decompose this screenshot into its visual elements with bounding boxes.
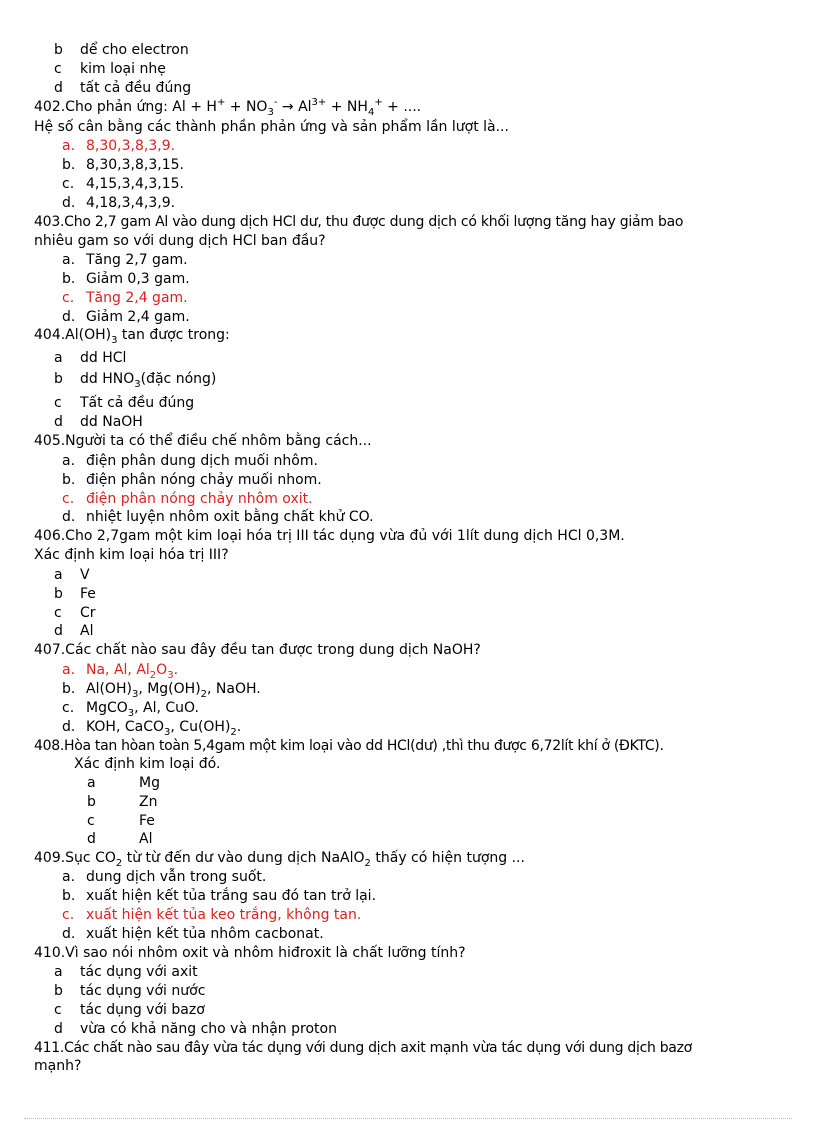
q403-option-a: a. Tăng 2,7 gam.: [62, 252, 188, 268]
q406-stem: 406.Cho 2,7gam một kim loại hóa trị III tác dụng vừa đủ với 1lít dung dịch HCl 0,3M.: [34, 528, 625, 544]
q401-option-d: [54, 79, 191, 97]
q408-stem: 408.Hòa tan hòan toàn 5,4gam một kim loại vào dd HCl(dư) ,thì thu được 6,72lít khí ở (ĐKTC).: [34, 738, 664, 754]
q408-option-b: b Zn: [87, 794, 158, 810]
question-number: 403.: [34, 214, 65, 230]
option-key: b: [54, 42, 63, 58]
q406-option-b: b Fe: [54, 586, 96, 602]
q404-option-d: d dd NaOH: [54, 414, 143, 430]
q404-option-b: b dd $HNO_3(đặc$ nóng): [54, 371, 217, 390]
q402-option-c: c. 4,15,3,4,3,15.: [62, 176, 184, 192]
q408-stem-line2: Xác định kim loại đó.: [74, 756, 221, 772]
q410-option-c: c tác dụng với bazơ: [54, 1002, 205, 1018]
q406-stem-line2: Xác định kim loại hóa trị III?: [34, 547, 229, 563]
q409-option-b: b. xuất hiện kết tủa trắng sau đó tan trở lại.: [62, 888, 377, 904]
q411-stem: 411.Các chất nào sau đây vừa tác dụng với dung dịch axit mạnh vừa tác dụng với dung dịch bazơ: [34, 1040, 692, 1056]
q407-option-a-correct: a. Na, Al, $Al_2O_3$.: [62, 662, 179, 681]
option-text: kim loại nhẹ: [80, 61, 166, 77]
q402-option-d: d. 4,18,3,4,3,9.: [62, 195, 176, 211]
q407-option-c: c. MgCO$_3$, Al, CuO.: [62, 700, 199, 719]
q403-option-b: b. Giảm 0,3 gam.: [62, 271, 190, 287]
q403-option-d: d. Giảm 2,4 gam.: [62, 309, 190, 325]
question-number: 410.: [34, 945, 66, 961]
question-number: 406.: [34, 528, 66, 544]
q410-stem: 410.Vì sao nói nhôm oxit và nhôm hiđroxit là chất lưỡng tính?: [34, 945, 466, 961]
q405-stem: 405.Người ta có thể điều chế nhôm bằng cách...: [34, 433, 372, 449]
q409-option-d: d. xuất hiện kết tủa nhôm cacbonat.: [62, 926, 324, 942]
q403-stem-line2: nhiêu gam so với dung dịch HCl ban đầu?: [34, 233, 326, 249]
q409-option-c-correct: c. xuất hiện kết tủa keo trắng, không tan.: [62, 907, 362, 923]
question-number: 409.: [34, 850, 66, 866]
option-text: tất cả đều đúng: [80, 80, 192, 96]
q406-option-d: d Al: [54, 623, 94, 639]
option-key: d: [54, 80, 63, 96]
q408-option-d: d Al: [87, 831, 153, 847]
q402-stem-line2: Hệ số cân bằng các thành phần phản ứng và sản phẩm lần lượt là...: [34, 119, 509, 135]
q408-option-a: a Mg: [87, 775, 160, 791]
q407-stem: 407.Các chất nào sau đây đều tan được trong dung dịch NaOH?: [34, 642, 481, 658]
question-number: 402.: [34, 99, 66, 115]
q409-stem: 409.Sục $CO_2$ từ từ đến dư vào dung dịch NaAlO$_2$ thấy có hiện tượng ...: [34, 850, 525, 869]
question-number: 408.: [34, 738, 64, 754]
option-key: c: [54, 61, 62, 77]
q410-option-a: a tác dụng với axit: [54, 964, 198, 980]
q409-option-a: a. dung dịch vẫn trong suốt.: [62, 869, 267, 885]
q402-option-b: b. 8,30,3,8,3,15.: [62, 157, 184, 173]
q404-stem: $404.Al(OH)_3$ tan được trong:: [34, 327, 230, 346]
question-number: 407.: [34, 642, 66, 658]
q403-stem: 403.Cho 2,7 gam Al vào dung dịch HCl dư, thu được dung dịch có khối lượng tăng hay giảm bao: [34, 214, 684, 230]
question-number: 404.: [34, 327, 66, 343]
q401-option-b: [54, 41, 189, 59]
q410-option-b: b tác dụng với nước: [54, 983, 206, 999]
q406-option-c: c Cr: [54, 605, 96, 621]
q405-option-d: d. nhiệt luyện nhôm oxit bằng chất khử CO.: [62, 509, 374, 525]
q405-option-a: a. điện phân dung dịch muối nhôm.: [62, 453, 318, 469]
q403-option-c-correct: c. Tăng 2,4 gam.: [62, 290, 188, 306]
q406-option-a: a V: [54, 567, 90, 583]
q404-option-c: c Tất cả đều đúng: [54, 395, 195, 411]
q402-option-a-correct: a. 8,30,3,8,3,9.: [62, 138, 176, 154]
page-footer-divider: [24, 1118, 792, 1119]
question-number: 411.: [34, 1040, 64, 1056]
q407-option-d: d. KOH, CaCO$_3$, $Cu(OH)_2$.: [62, 719, 242, 738]
q408-option-c: c Fe: [87, 813, 155, 829]
q401-option-c: [54, 60, 166, 78]
q405-option-b: b. điện phân nóng chảy muối nhom.: [62, 472, 322, 488]
q402-stem: 402.Cho phản ứng: $Al + H^+ + NO_3^- \to Al^{3+} + NH_4^+$ + ....: [34, 97, 422, 118]
question-number: 405.: [34, 433, 66, 449]
option-text: dể cho electron: [80, 42, 189, 58]
q407-option-b: b. $Al(OH)_3$, $Mg(OH)_2$, NaOH.: [62, 681, 261, 700]
q411-stem-line2: mạnh?: [34, 1058, 82, 1074]
q410-option-d: d vừa có khả năng cho và nhận proton: [54, 1021, 337, 1037]
q405-option-c-correct: c. điện phân nóng chảy nhôm oxit.: [62, 491, 313, 507]
q404-option-a: a dd HCl: [54, 350, 127, 366]
